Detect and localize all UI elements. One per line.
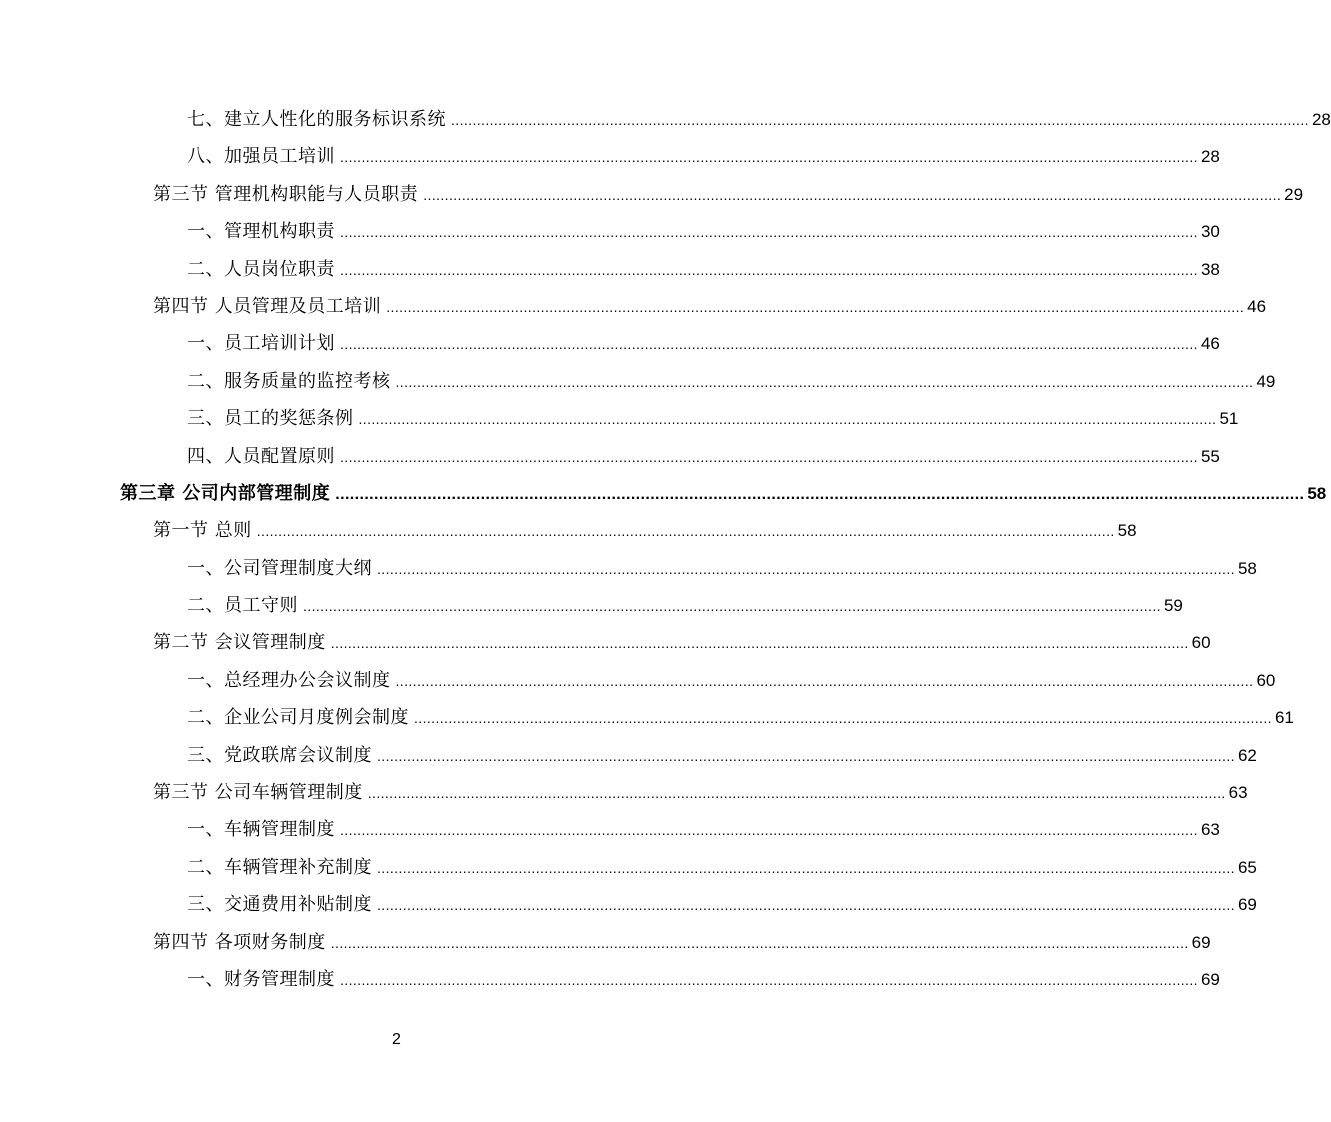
- toc-entry-page-number: 69: [1237, 895, 1257, 915]
- toc-entry-title: 二、服务质量的监控考核: [187, 370, 391, 392]
- toc-entry-title: 二、人员岗位职责: [187, 258, 335, 280]
- toc-entry-title: 第三章 公司内部管理制度: [120, 482, 331, 504]
- toc-entry-title: 三、员工的奖惩条例: [187, 408, 354, 430]
- toc-dot-leader: ........................................................................................................................................................................................................: [340, 149, 1198, 166]
- toc-dot-leader: ........................................................................................................................................................................................................: [335, 485, 1305, 503]
- toc-entry-title: 二、员工守则: [187, 595, 298, 617]
- toc-entry-title: 七、建立人性化的服务标识系统: [187, 109, 446, 130]
- toc-entry-page-number: 30: [1200, 222, 1220, 242]
- toc-entry-section[interactable]: [0, 512, 1137, 549]
- toc-entry-page-number: 28: [1200, 147, 1220, 167]
- toc-dot-leader: ........................................................................................................................................................................................................: [303, 598, 1161, 615]
- toc-entry-title: 八、加强员工培训: [187, 146, 335, 168]
- toc-entry-page-number: 46: [1200, 334, 1220, 354]
- toc-entry-title: 一、车辆管理制度: [187, 819, 335, 841]
- toc-entry-page-number: 65: [1237, 857, 1257, 877]
- toc-dot-leader: ........................................................................................................................................................................................................: [377, 747, 1235, 764]
- toc-entry-item[interactable]: [0, 325, 1220, 362]
- toc-entry-section[interactable]: [0, 774, 1248, 811]
- toc-entry-item[interactable]: [0, 438, 1220, 475]
- toc-dot-leader: ........................................................................................................................................................................................................: [340, 261, 1198, 278]
- toc-entry-page-number: 46: [1247, 296, 1267, 316]
- toc-entry-page-number: 60: [1256, 670, 1276, 690]
- toc-entry-item[interactable]: [0, 886, 1257, 923]
- toc-entry-item[interactable]: [0, 251, 1220, 288]
- toc-dot-leader: ........................................................................................................................................................................................................: [358, 411, 1217, 428]
- toc-dot-leader: ........................................................................................................................................................................................................: [451, 112, 1309, 128]
- toc-entry-page-number: 55: [1200, 446, 1220, 466]
- toc-entry-page-number: 63: [1228, 783, 1248, 803]
- toc-entry-item[interactable]: [0, 662, 1276, 699]
- toc-dot-leader: ........................................................................................................................................................................................................: [340, 448, 1198, 465]
- toc-entry-title: 第三节 管理机构职能与人员职责: [153, 183, 419, 205]
- toc-entry-page-number: 49: [1256, 371, 1276, 391]
- toc-entry-item[interactable]: [0, 400, 1239, 437]
- toc-dot-leader: ........................................................................................................................................................................................................: [340, 336, 1198, 353]
- toc-entry-title: 一、财务管理制度: [187, 968, 335, 990]
- toc-entry-page-number: 62: [1237, 745, 1257, 765]
- toc-entry-page-number: 59: [1163, 596, 1183, 616]
- toc-entry-page-number: 58: [1117, 521, 1137, 541]
- toc-entry-page-number: 38: [1200, 259, 1220, 279]
- toc-entry-page-number: 28: [1311, 110, 1331, 129]
- toc-entry-page-number: 51: [1219, 409, 1239, 429]
- toc-entry-page-number: 69: [1191, 932, 1211, 952]
- toc-entry-item[interactable]: [0, 363, 1276, 400]
- toc-dot-leader: ........................................................................................................................................................................................................: [377, 859, 1235, 876]
- toc-entry-page-number: 60: [1191, 633, 1211, 653]
- toc-entry-title: 第四节 各项财务制度: [153, 931, 326, 953]
- toc-entry-title: 一、总经理办公会议制度: [187, 669, 391, 691]
- toc-entry-title: 三、党政联席会议制度: [187, 744, 372, 766]
- toc-entry-item[interactable]: [0, 699, 1294, 736]
- toc-entry-title: 第三节 公司车辆管理制度: [153, 782, 363, 804]
- toc-entry-item[interactable]: [0, 737, 1257, 774]
- toc-dot-leader: ........................................................................................................................................................................................................: [330, 635, 1189, 652]
- toc-dot-leader: ........................................................................................................................................................................................................: [377, 897, 1235, 914]
- toc-dot-leader: ........................................................................................................................................................................................................: [395, 672, 1254, 689]
- toc-entry-section[interactable]: [0, 624, 1211, 661]
- toc-dot-leader: ........................................................................................................................................................................................................: [414, 710, 1272, 727]
- toc-entry-title: 一、公司管理制度大纲: [187, 557, 372, 579]
- toc-entry-title: 第一节 总则: [153, 520, 252, 542]
- toc-entry-section[interactable]: [0, 288, 1267, 325]
- toc-entry-item[interactable]: [0, 811, 1220, 848]
- page-number: 2: [392, 1031, 401, 1048]
- toc-entry-page-number: 61: [1274, 708, 1294, 728]
- toc-dot-leader: ........................................................................................................................................................................................................: [367, 785, 1226, 802]
- toc-entry-page-number: 29: [1284, 184, 1304, 204]
- toc-dot-leader: ........................................................................................................................................................................................................: [377, 560, 1235, 577]
- toc-entry-item[interactable]: [0, 138, 1220, 175]
- table-of-contents: [0, 101, 1331, 998]
- toc-entry-title: 一、员工培训计划: [187, 333, 335, 355]
- toc-entry-page-number: 63: [1200, 820, 1220, 840]
- toc-dot-leader: ........................................................................................................................................................................................................: [340, 224, 1198, 241]
- toc-entry-section[interactable]: [0, 924, 1211, 961]
- toc-entry-section[interactable]: [0, 176, 1304, 213]
- toc-entry-title: 一、管理机构职责: [187, 221, 335, 243]
- toc-entry-item[interactable]: [0, 213, 1220, 250]
- toc-entry-item[interactable]: [0, 550, 1257, 587]
- toc-entry-chapter[interactable]: [0, 475, 1327, 512]
- toc-dot-leader: ........................................................................................................................................................................................................: [256, 523, 1115, 540]
- toc-entry-item[interactable]: [0, 849, 1257, 886]
- toc-entry-title: 四、人员配置原则: [187, 445, 335, 467]
- toc-entry-title: 三、交通费用补贴制度: [187, 894, 372, 916]
- toc-entry-item[interactable]: [0, 961, 1220, 998]
- toc-dot-leader: ........................................................................................................................................................................................................: [423, 186, 1282, 203]
- toc-entry-title: 第四节 人员管理及员工培训: [153, 295, 382, 317]
- toc-entry-title: 二、车辆管理补充制度: [187, 856, 372, 878]
- toc-dot-leader: ........................................................................................................................................................................................................: [330, 934, 1189, 951]
- toc-dot-leader: ........................................................................................................................................................................................................: [340, 822, 1198, 839]
- toc-entry-page-number: 58: [1307, 483, 1327, 503]
- toc-entry-title: 二、企业公司月度例会制度: [187, 707, 409, 729]
- toc-entry-title: 第二节 会议管理制度: [153, 632, 326, 654]
- toc-dot-leader: ........................................................................................................................................................................................................: [340, 971, 1198, 988]
- toc-entry-item[interactable]: [0, 587, 1183, 624]
- toc-entry-item[interactable]: [0, 101, 1331, 138]
- toc-entry-page-number: 69: [1200, 969, 1220, 989]
- toc-dot-leader: ........................................................................................................................................................................................................: [386, 298, 1245, 315]
- toc-dot-leader: ........................................................................................................................................................................................................: [395, 373, 1254, 390]
- toc-entry-page-number: 58: [1237, 558, 1257, 578]
